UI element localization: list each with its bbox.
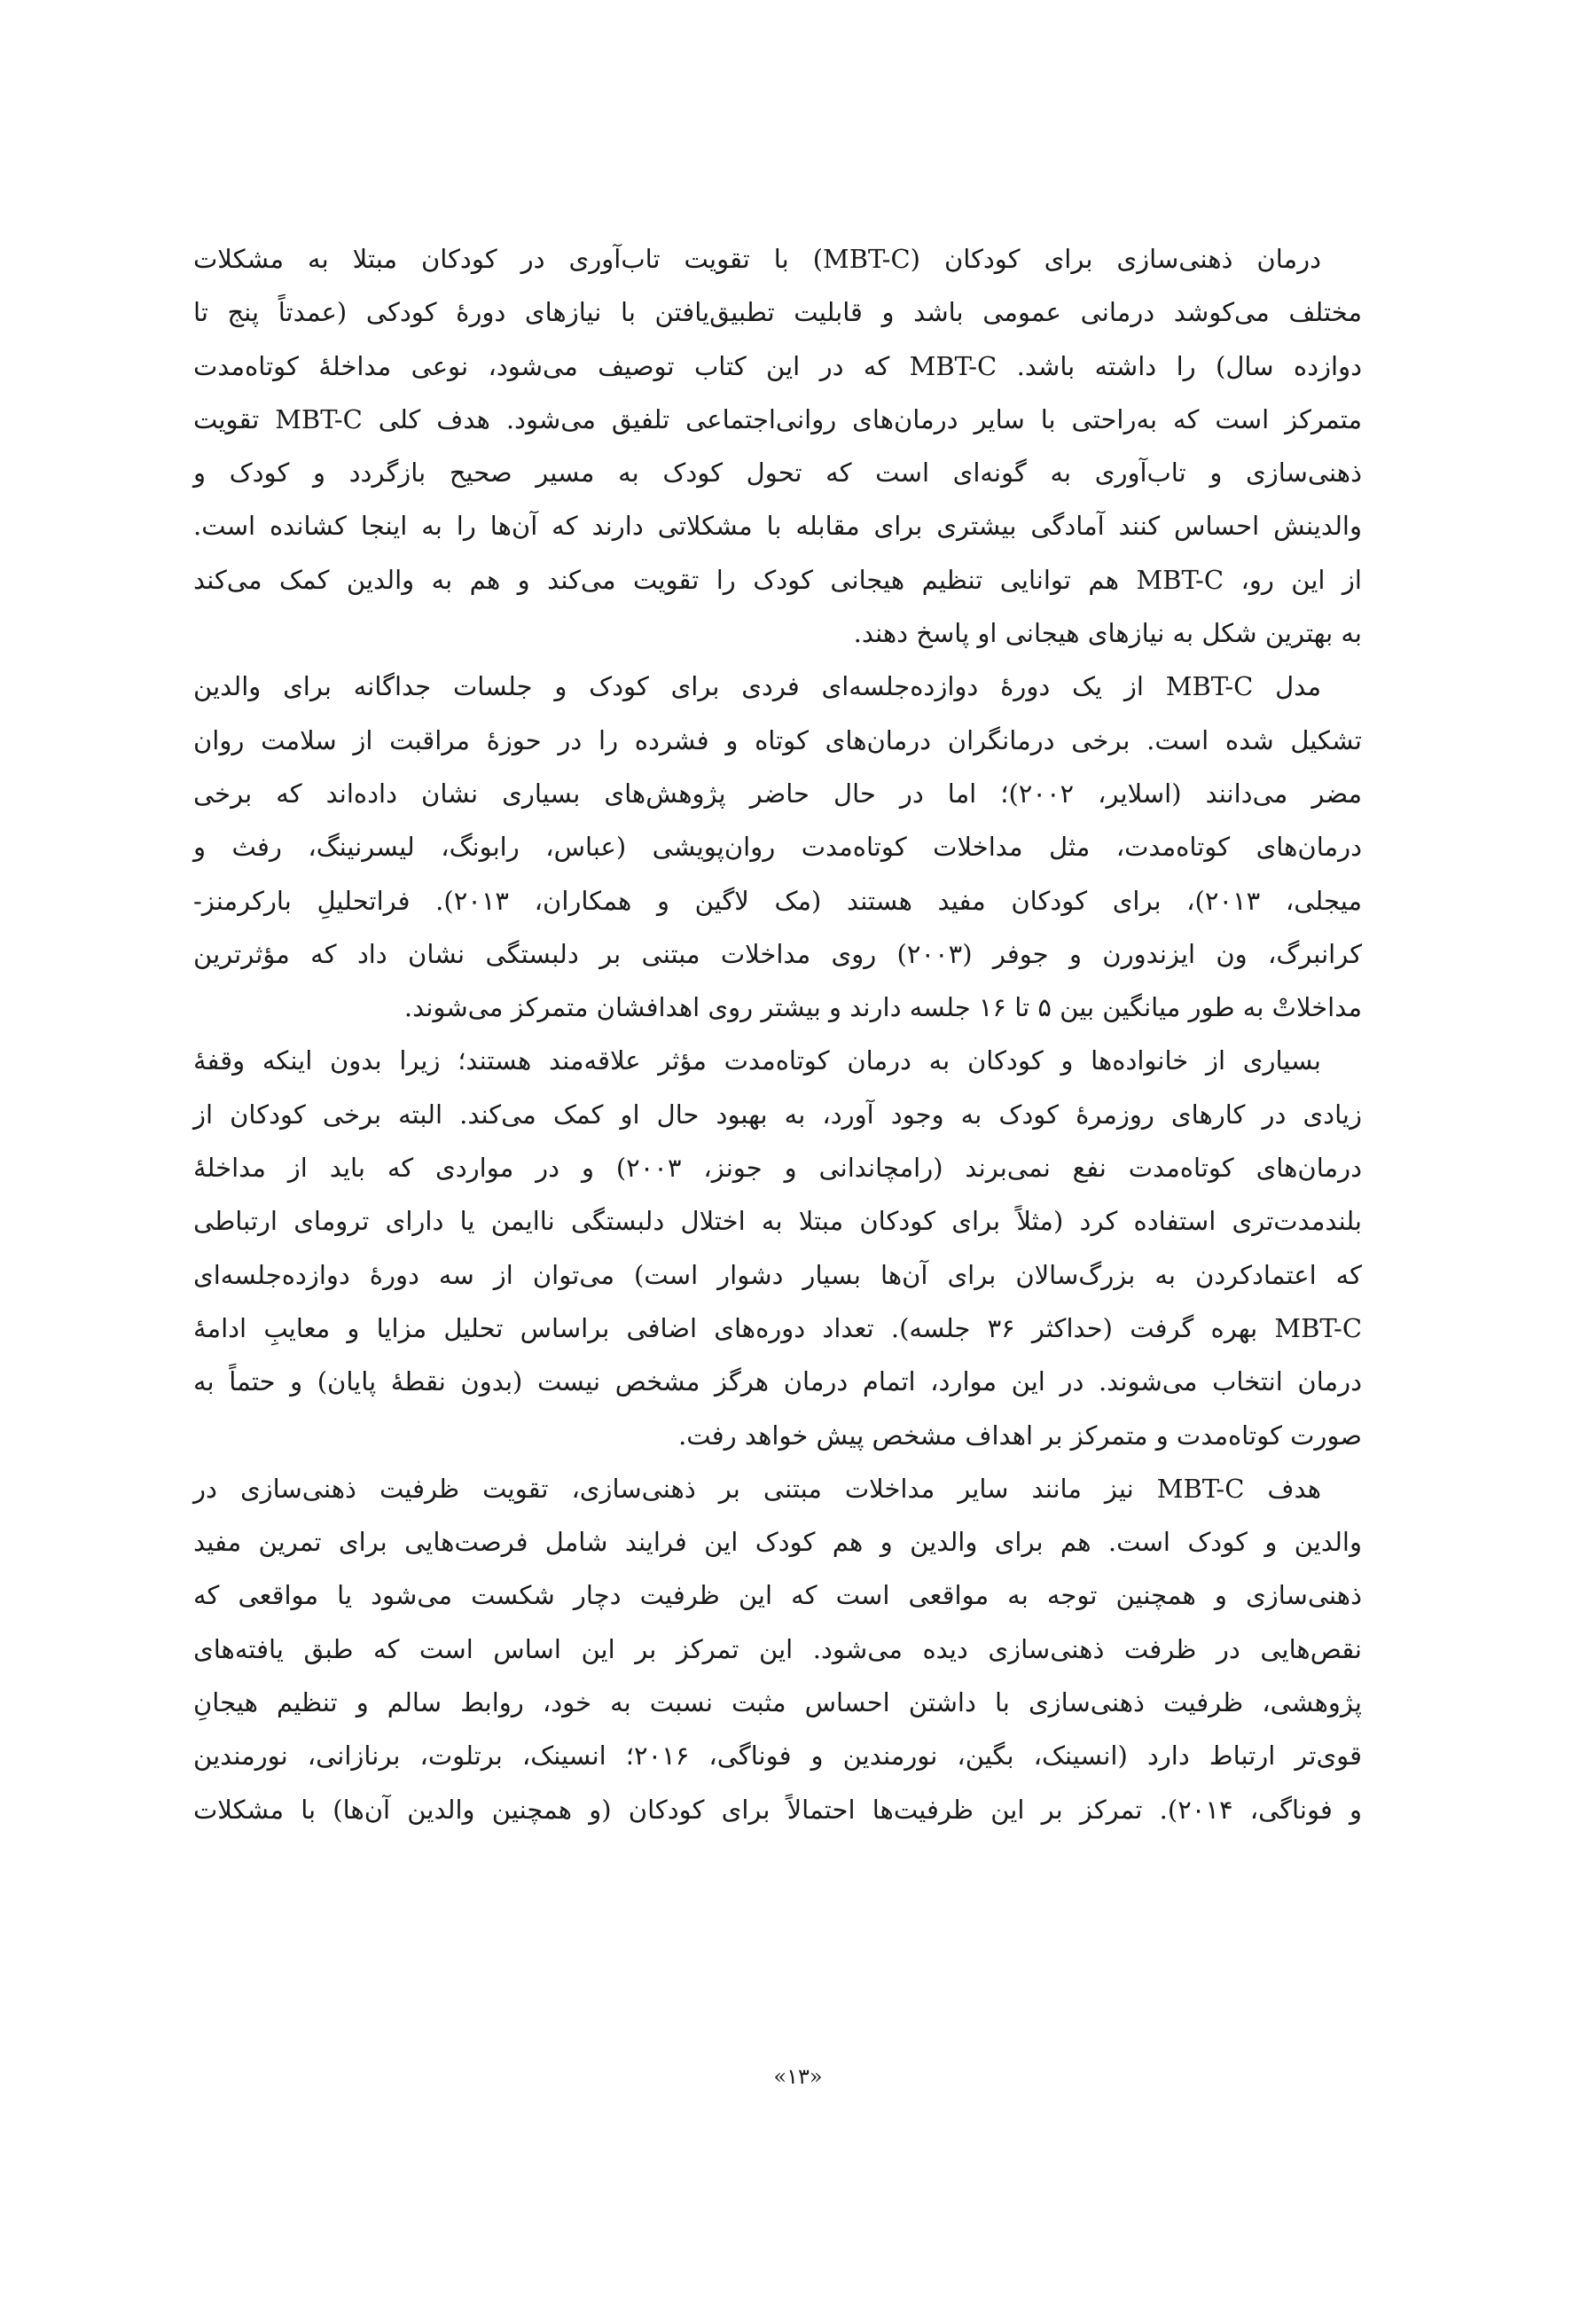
text-line: نقص‌هایی در ظرفت ذهنی‌سازی دیده می‌شود. این تمرکز بر این اساس است که طبق یافته‌های xyxy=(193,1633,1362,1664)
text-line: والدینش احساس کنند آمادگی بیشتری برای مقابله با مشکلاتی دارند که آن‌ها را به اینجا کشانده است. xyxy=(193,511,1362,542)
text-line: مدل MBT-C از یک دورهٔ دوازده‌جلسه‌ای فردی برای کودک و جلسات جداگانه برای والدین xyxy=(193,671,1321,702)
text-line: MBT-C بهره گرفت (حداکثر ۳۶ جلسه). تعداد دوره‌های اضافی براساس تحلیل مزایا و معایبِ ادامهٔ xyxy=(193,1312,1363,1343)
text-line: میجلی، ۲۰۱۳)، برای کودکان مفید هستند (مک لاگین و همکاران، ۲۰۱۳). فراتحلیلِ بارکرمنز- xyxy=(193,885,1362,916)
text-line: ذهنی‌سازی و همچنین توجه به مواقعی است که این ظرفیت دچار شکست می‌شود یا مواقعی که xyxy=(193,1580,1362,1611)
text-line: بلندمدت‌تری استفاده کرد (مثلاً برای کودکان مبتلا به اختلال دلبستگی ناایمن یا دارای ترومای ارتباطی xyxy=(193,1206,1362,1237)
text-line: تشکیل شده است. برخی درمانگران درمان‌های کوتاه و فشرده را در حوزهٔ مراقبت از سلامت روان xyxy=(193,724,1362,755)
document-body xyxy=(193,232,1403,1836)
text-line: بسیاری از خانواده‌ها و کودکان به درمان کوتاه‌مدت مؤثر علاقه‌مند هستند؛ زیرا بدون اینکه وقفهٔ xyxy=(193,1045,1321,1076)
paragraph-2 xyxy=(193,660,1403,1034)
text-line: درمان‌های کوتاه‌مدت، مثل مداخلات کوتاه‌مدت روان‌پویشی (عباس، رابونگ، لیسرنینگ، رفث و xyxy=(193,832,1362,863)
text-line: قوی‌تر ارتباط دارد (انسینک، بگین، نورمندین و فوناگی، ۲۰۱۶؛ انسینک، برتلوت، برنازانی، نورمندین xyxy=(193,1741,1362,1772)
text-line: هدف MBT-C نیز مانند سایر مداخلات مبتنی بر ذهنی‌سازی، تقویت ظرفیت ذهنی‌سازی در xyxy=(193,1473,1322,1504)
paragraph-3 xyxy=(193,1034,1403,1461)
text-line: درمان‌های کوتاه‌مدت نفع نمی‌برند (رامچاندانی و جونز، ۲۰۰۳) و در مواردی که باید از مداخلهٔ xyxy=(193,1153,1362,1184)
text-line: صورت کوتاه‌مدت و متمرکز بر اهداف مشخص پیش خواهد رفت. xyxy=(678,1420,1362,1451)
text-line: مداخلاتْ به طور میانگین بین ۵ تا ۱۶ جلسه دارند و بیشتر روی اهدافشان متمرکز می‌شوند. xyxy=(403,992,1362,1023)
text-line: و فوناگی، ۲۰۱۴). تمرکز بر این ظرفیت‌ها احتمالاً برای کودکان (و همچنین والدین آن‌ها) با مشکلات xyxy=(193,1794,1363,1825)
text-line: به بهترین شکل به نیازهای هیجانی او پاسخ دهند. xyxy=(853,618,1362,649)
text-line: متمرکز است که به‌راحتی با سایر درمان‌های روانی‌اجتماعی تلفیق می‌شود. هدف کلی MBT-C تقویت xyxy=(193,403,1362,434)
text-line: مختلف می‌کوشد درمانی عمومی باشد و قابلیت تطبیق‌یافتن با نیازهای دورهٔ کودکی (عمدتاً پنج تا xyxy=(193,297,1362,328)
text-line: درمان انتخاب می‌شوند. در این موارد، اتمام درمان هرگز مشخص نیست (بدون نقطهٔ پایان) و حتماً به xyxy=(193,1366,1362,1397)
paragraph-4 xyxy=(193,1462,1403,1836)
text-line: کرانبرگ، ون ایزندورن و جوفر (۲۰۰۳) روی مداخلات مبتنی بر دلبستگی نشان داد که مؤثرترین xyxy=(193,938,1362,969)
text-line: دوازده سال) را داشته باشد. MBT-C که در این کتاب توصیف می‌شود، نوعی مداخلهٔ کوتاه‌مدت xyxy=(193,350,1362,381)
text-line: زیادی در کارهای روزمرهٔ کودک به وجود آورد، به بهبود حال او کمک می‌کند. البته برخی کودکان از xyxy=(193,1099,1362,1130)
text-line: والدین و کودک است. هم برای والدین و هم کودک این فرایند شامل فرصت‌هایی برای تمرین مفید xyxy=(193,1527,1362,1558)
text-line: درمان ذهنی‌سازی برای کودکان (MBT-C) با تقویت تاب‌آوری در کودکان مبتلا به مشکلات xyxy=(193,244,1321,274)
text-line: پژوهشی، ظرفیت ذهنی‌سازی با داشتن احساس مثبت نسبت به خود، روابط سالم و تنظیم هیجانِ xyxy=(193,1687,1362,1718)
text-line: از این رو، MBT-C هم توانایی تنظیم هیجانی کودک را تقویت می‌کند و هم به والدین کمک می‌کند xyxy=(193,564,1362,595)
text-line: مضر می‌دانند (اسلایر، ۲۰۰۲)؛ اما در حال حاضر پژوهش‌های بسیاری نشان داده‌اند که برخی xyxy=(193,778,1362,809)
text-line: که اعتمادکردن به بزرگ‌سالان برای آن‌ها بسیار دشوار است) می‌توان از سه دورهٔ دوازده‌جلسه‌ای xyxy=(193,1259,1362,1290)
page-number: «۱۳» xyxy=(773,2064,823,2089)
paragraph-1 xyxy=(193,232,1403,660)
text-line: ذهنی‌سازی و تاب‌آوری به گونه‌ای است که تحول کودک به مسیر صحیح بازگردد و کودک و xyxy=(193,458,1362,489)
